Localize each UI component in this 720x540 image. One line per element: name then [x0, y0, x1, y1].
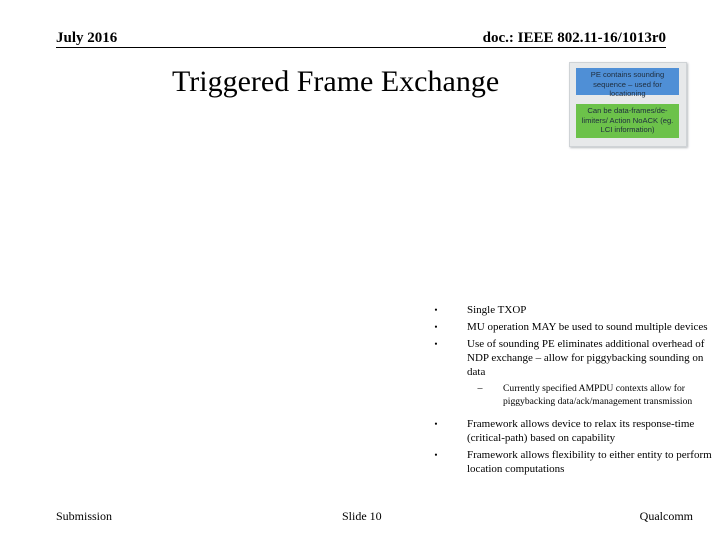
list-item-sub: [430, 382, 714, 408]
bullet-marker: •: [434, 339, 438, 349]
header-date: July 2016: [56, 30, 118, 46]
header-doc-id: doc.: IEEE 802.11-16/1013r0: [482, 30, 666, 46]
sub-bullet-text: Currently specified AMPDU contexts allow for piggybacking data/ack/management transmission: [503, 383, 693, 407]
legend-box-data: Can be data-frames/de-limiters/ Action NoACK (eg. LCI information): [576, 104, 679, 138]
bullet-text: Framework allows device to relax its response-time (critical-path) based on capability: [467, 418, 695, 444]
bullet-marker: •: [434, 305, 438, 315]
header-divider: [56, 47, 666, 48]
bullet-text: MU operation MAY be used to sound multiple devices: [467, 321, 708, 333]
bullet-text: Use of sounding PE eliminates additional overhead of NDP exchange – allow for piggybacking sounding on data: [467, 338, 705, 378]
legend-box-sounding: PE contains sounding sequence – used for locationing: [576, 68, 679, 95]
sub-bullet-marker: –: [477, 383, 483, 394]
list-item: [430, 337, 714, 379]
bullet-marker: •: [434, 419, 438, 429]
list-item: [430, 320, 714, 334]
bullet-marker: •: [434, 322, 438, 332]
slide-title: Triggered Frame Exchange: [172, 65, 500, 98]
bullet-marker: •: [434, 450, 438, 460]
bullet-text: Framework allows flexibility to either entity to perform location computations: [467, 449, 712, 475]
list-item: [430, 448, 714, 476]
footer-submission: Submission: [56, 509, 113, 523]
bullet-list: [430, 303, 714, 479]
footer-slide-number: Slide 10: [342, 509, 382, 523]
bullet-text: Single TXOP: [467, 304, 527, 316]
list-item: [430, 303, 714, 317]
footer-company: Qualcomm: [639, 509, 693, 523]
list-item: [430, 417, 714, 445]
legend-thumbnail: [569, 62, 687, 147]
